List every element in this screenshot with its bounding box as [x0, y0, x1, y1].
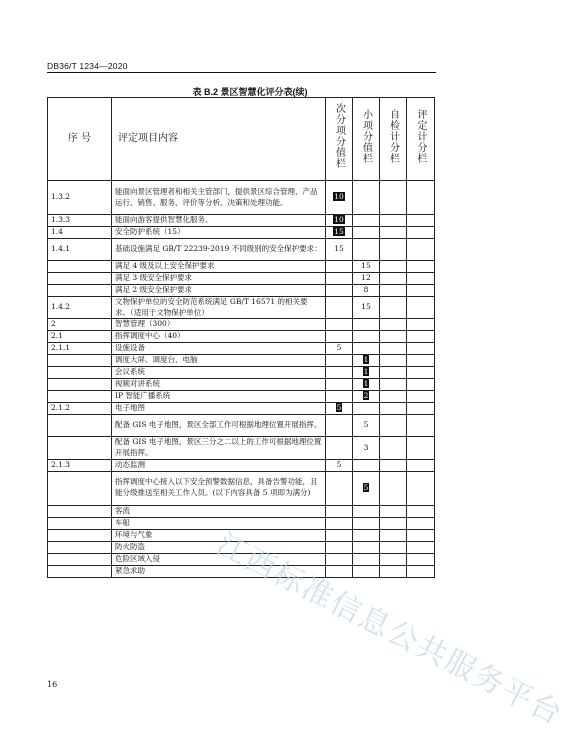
row-evaluation	[407, 415, 435, 437]
row-item-score: 12	[353, 273, 380, 285]
row-sub-score	[326, 273, 353, 285]
table-row	[48, 505, 435, 517]
row-self-check	[380, 239, 407, 261]
row-sub-score: 15	[326, 227, 353, 239]
row-self-check	[380, 297, 407, 319]
row-item-score: 8	[353, 285, 380, 297]
row-sub-score	[326, 437, 353, 459]
row-self-check	[380, 437, 407, 459]
row-number: 2	[48, 319, 112, 331]
row-self-check	[380, 261, 407, 273]
row-content: 配备 GIS 电子地图，景区三分之二以上的工作可根据地理位置开展指挥。	[112, 437, 326, 459]
row-self-check	[380, 379, 407, 391]
row-number: 2.1.3	[48, 459, 112, 471]
header-rule	[47, 72, 436, 73]
row-evaluation	[407, 215, 435, 227]
row-self-check	[380, 367, 407, 379]
table-row	[48, 343, 435, 355]
row-number: 2.1.2	[48, 403, 112, 415]
header-evaluation: 评定计分栏	[407, 98, 435, 181]
row-number	[48, 529, 112, 541]
row-item-score: 1	[353, 367, 380, 379]
table-row	[48, 319, 435, 331]
table-row	[48, 379, 435, 391]
table-row	[48, 273, 435, 285]
row-number	[48, 565, 112, 577]
row-sub-score	[326, 529, 353, 541]
page-number: 16	[47, 680, 58, 689]
row-self-check	[380, 459, 407, 471]
row-number	[48, 415, 112, 437]
row-self-check	[380, 403, 407, 415]
row-content: 能面向游客提供智慧化服务。	[112, 215, 326, 227]
row-content: 调度大屏、调度台、电脑	[112, 355, 326, 367]
row-sub-score	[326, 471, 353, 505]
table-row	[48, 415, 435, 437]
table-row	[48, 517, 435, 529]
row-self-check	[380, 181, 407, 215]
table-row	[48, 331, 435, 343]
row-sub-score	[326, 553, 353, 565]
row-content: 指挥调度中心（40）	[112, 331, 326, 343]
table-row	[48, 215, 435, 227]
row-item-score: 15	[353, 297, 380, 319]
row-sub-score	[326, 297, 353, 319]
row-self-check	[380, 273, 407, 285]
row-number	[48, 355, 112, 367]
row-number	[48, 285, 112, 297]
row-item-score: 1	[353, 355, 380, 367]
row-number	[48, 471, 112, 505]
table-row	[48, 553, 435, 565]
table-row	[48, 529, 435, 541]
row-item-score: 3	[353, 437, 380, 459]
table-row	[48, 471, 435, 505]
row-sub-score	[326, 541, 353, 553]
row-evaluation	[407, 459, 435, 471]
row-number	[48, 437, 112, 459]
row-sub-score	[326, 367, 353, 379]
row-content: 环境与气象	[112, 529, 326, 541]
row-sub-score: 15	[326, 239, 353, 261]
row-evaluation	[407, 297, 435, 319]
row-item-score	[353, 553, 380, 565]
table-row	[48, 391, 435, 403]
row-number	[48, 379, 112, 391]
row-sub-score	[326, 415, 353, 437]
row-item-score	[353, 403, 380, 415]
row-self-check	[380, 505, 407, 517]
row-item-score: 5	[353, 415, 380, 437]
row-content: 安全防护系统（15）	[112, 227, 326, 239]
row-evaluation	[407, 355, 435, 367]
row-self-check	[380, 331, 407, 343]
table-row	[48, 367, 435, 379]
row-item-score	[353, 181, 380, 215]
table-row	[48, 403, 435, 415]
row-sub-score: 5	[326, 459, 353, 471]
row-item-score	[353, 227, 380, 239]
table-title: 表 B.2 景区智慧化评分表(续)	[192, 87, 308, 97]
row-content: 配备 GIS 电子地图，景区全部工作可根据地理位置开展指挥。	[112, 415, 326, 437]
row-number: 2.1.1	[48, 343, 112, 355]
table-row	[48, 181, 435, 215]
row-content: 危险区域入侵	[112, 553, 326, 565]
row-item-score	[353, 505, 380, 517]
row-sub-score	[326, 379, 353, 391]
table-row	[48, 437, 435, 459]
document-id: DB36/T 1234—2020	[47, 61, 128, 71]
row-item-score	[353, 343, 380, 355]
row-sub-score	[326, 285, 353, 297]
row-content: 指挥调度中心接入以下安全预警数据信息，具备告警功能，且能分级推送至相关工作人员。(以下内容具备 5 项即为满分)	[112, 471, 326, 505]
row-sub-score	[326, 505, 353, 517]
row-item-score	[353, 331, 380, 343]
table-row	[48, 541, 435, 553]
row-item-score	[353, 529, 380, 541]
row-evaluation	[407, 319, 435, 331]
header-sub-score: 次分项分值栏	[326, 98, 353, 181]
row-evaluation	[407, 541, 435, 553]
row-item-score: 15	[353, 261, 380, 273]
row-content: 文物保护单位的安全防范系统满足 GB/T 16571 的相关要求。（适用于文物保护单位）	[112, 297, 326, 319]
row-evaluation	[407, 343, 435, 355]
row-evaluation	[407, 367, 435, 379]
row-content: 满足 4 级及以上安全保护要求	[112, 261, 326, 273]
row-self-check	[380, 285, 407, 297]
row-self-check	[380, 415, 407, 437]
row-evaluation	[407, 529, 435, 541]
row-item-score	[353, 517, 380, 529]
row-item-score	[353, 239, 380, 261]
row-item-score	[353, 459, 380, 471]
row-self-check	[380, 215, 407, 227]
row-evaluation	[407, 437, 435, 459]
row-evaluation	[407, 517, 435, 529]
row-evaluation	[407, 181, 435, 215]
row-content: 设施设备	[112, 343, 326, 355]
row-sub-score	[326, 261, 353, 273]
row-evaluation	[407, 239, 435, 261]
row-evaluation	[407, 379, 435, 391]
table-header-row	[48, 98, 435, 181]
row-content: 紧急求助	[112, 565, 326, 577]
row-evaluation	[407, 261, 435, 273]
table-row	[48, 565, 435, 577]
row-self-check	[380, 517, 407, 529]
row-number	[48, 367, 112, 379]
table-row	[48, 285, 435, 297]
table-row	[48, 297, 435, 319]
row-content: 能面向景区管理者和相关主管部门，提供景区综合管理、产品运行、销售、服务、评价等分析、决策和处理功能。	[112, 181, 326, 215]
row-content: 客流	[112, 505, 326, 517]
row-self-check	[380, 319, 407, 331]
row-evaluation	[407, 273, 435, 285]
row-content: 视频对讲系统	[112, 379, 326, 391]
row-content: 车船	[112, 517, 326, 529]
row-content: 满足 2 级安全保护要求	[112, 285, 326, 297]
row-sub-score: 5	[326, 343, 353, 355]
table-row	[48, 227, 435, 239]
row-content: 基础设施满足 GB/T 22239-2019 不同级别的安全保护要求：	[112, 239, 326, 261]
row-self-check	[380, 541, 407, 553]
row-content: 智慧管理（300）	[112, 319, 326, 331]
row-number	[48, 261, 112, 273]
row-number: 1.4.1	[48, 239, 112, 261]
row-evaluation	[407, 505, 435, 517]
row-sub-score: 5	[326, 403, 353, 415]
row-self-check	[380, 553, 407, 565]
row-item-score	[353, 565, 380, 577]
row-evaluation	[407, 391, 435, 403]
row-number	[48, 541, 112, 553]
row-item-score	[353, 319, 380, 331]
row-sub-score	[326, 331, 353, 343]
row-self-check	[380, 227, 407, 239]
row-evaluation	[407, 565, 435, 577]
row-sub-score	[326, 355, 353, 367]
row-sub-score: 10	[326, 215, 353, 227]
row-number: 1.3.2	[48, 181, 112, 215]
row-number	[48, 553, 112, 565]
row-sub-score	[326, 319, 353, 331]
row-evaluation	[407, 471, 435, 505]
row-number	[48, 505, 112, 517]
table-row	[48, 239, 435, 261]
row-number	[48, 273, 112, 285]
row-content: 会议系统	[112, 367, 326, 379]
row-evaluation	[407, 403, 435, 415]
header-self-check: 自检计分栏	[380, 98, 407, 181]
header-no: 序 号	[48, 98, 112, 181]
watermark: 江西标准信息公共服务平台	[210, 527, 569, 733]
row-content: 动态监测	[112, 459, 326, 471]
row-number	[48, 391, 112, 403]
row-sub-score	[326, 517, 353, 529]
row-self-check	[380, 565, 407, 577]
row-item-score	[353, 215, 380, 227]
row-content: 电子地图	[112, 403, 326, 415]
row-item-score: 2	[353, 391, 380, 403]
row-number: 2.1	[48, 331, 112, 343]
row-content: 防火防盗	[112, 541, 326, 553]
row-self-check	[380, 471, 407, 505]
table-row	[48, 355, 435, 367]
row-self-check	[380, 391, 407, 403]
header-content: 评定项目内容	[112, 98, 326, 181]
score-table	[47, 97, 435, 578]
row-evaluation	[407, 285, 435, 297]
row-item-score: 1	[353, 379, 380, 391]
row-number: 1.4.2	[48, 297, 112, 319]
row-number: 1.3.3	[48, 215, 112, 227]
table-row	[48, 261, 435, 273]
row-number	[48, 517, 112, 529]
row-sub-score	[326, 391, 353, 403]
row-sub-score	[326, 565, 353, 577]
row-item-score	[353, 541, 380, 553]
row-content: IP 智能广播系统	[112, 391, 326, 403]
row-evaluation	[407, 553, 435, 565]
table-row	[48, 459, 435, 471]
row-self-check	[380, 355, 407, 367]
row-evaluation	[407, 331, 435, 343]
row-content: 满足 3 级安全保护要求	[112, 273, 326, 285]
row-self-check	[380, 529, 407, 541]
row-item-score: 5	[353, 471, 380, 505]
row-self-check	[380, 343, 407, 355]
row-evaluation	[407, 227, 435, 239]
row-sub-score: 10	[326, 181, 353, 215]
header-item-score: 小项分值栏	[353, 98, 380, 181]
row-number: 1.4	[48, 227, 112, 239]
